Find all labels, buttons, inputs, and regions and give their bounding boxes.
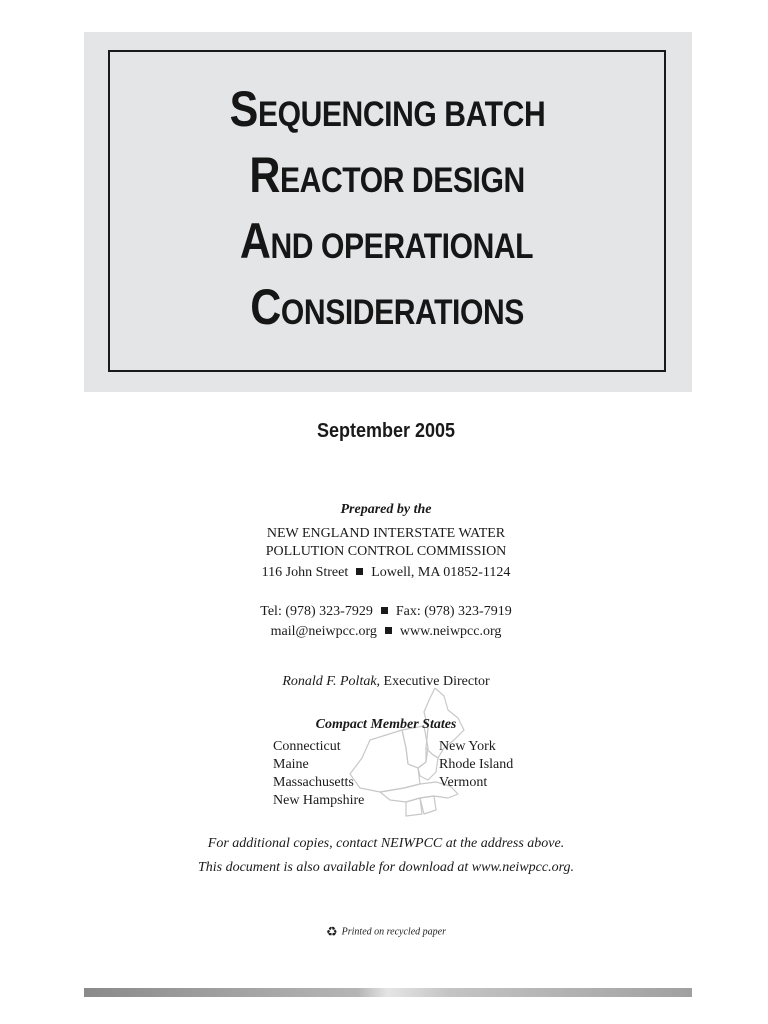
fax: Fax: (978) 323-7919	[395, 604, 512, 619]
title-line-1: SEQUENCING BATCH	[229, 81, 545, 137]
state-item: Rhode Island	[439, 757, 514, 772]
download-note: This document is also available for download at www.neiwpcc.org.	[197, 860, 575, 875]
states-left-list	[273, 738, 364, 810]
title-line-3: AND OPERATIONAL	[240, 213, 534, 269]
title-line-2: REACTOR DESIGN	[249, 147, 525, 203]
address-line	[0, 565, 768, 581]
state-item: New Hampshire	[273, 793, 365, 808]
director-name: Ronald F. Poltak,	[282, 674, 381, 689]
recycled-text: Printed on recycled paper	[341, 926, 446, 938]
states-right-list	[439, 738, 513, 792]
title-box	[108, 50, 666, 372]
state-item: New York	[439, 739, 496, 754]
separator-square-icon	[381, 607, 388, 614]
additional-copies-note: For additional copies, contact NEIWPCC at the address above.	[207, 836, 565, 851]
state-item: Maine	[273, 757, 309, 772]
organization-name-line-1: NEW ENGLAND INTERSTATE WATER	[266, 526, 506, 541]
phone-line	[0, 604, 768, 620]
city: Lowell, MA 01852-1124	[371, 565, 511, 580]
state-item: Connecticut	[273, 739, 341, 754]
recycle-icon: ♻	[326, 924, 338, 939]
state-item: Massachusetts	[273, 775, 354, 790]
compact-member-states-heading: Compact Member States	[315, 717, 457, 732]
separator-square-icon	[385, 627, 392, 634]
prepared-by: Prepared by the	[340, 502, 432, 517]
recycled-paper-note	[0, 924, 768, 940]
separator-square-icon	[356, 568, 363, 575]
bottom-gradient-bar	[84, 988, 692, 997]
state-item: Vermont	[439, 775, 488, 790]
street: 116 John Street	[261, 565, 349, 580]
website-link[interactable]: www.neiwpcc.org	[399, 624, 502, 639]
contact-line	[0, 624, 768, 640]
email-link[interactable]: mail@neiwpcc.org	[270, 624, 377, 639]
organization-name-line-2: POLLUTION CONTROL COMMISSION	[265, 544, 507, 559]
title-panel	[84, 32, 692, 392]
publication-date: September 2005	[316, 420, 456, 442]
title-line-4: CONSIDERATIONS	[250, 279, 524, 335]
telephone: Tel: (978) 323-7929	[260, 604, 373, 619]
director-title: Executive Director	[383, 674, 490, 689]
